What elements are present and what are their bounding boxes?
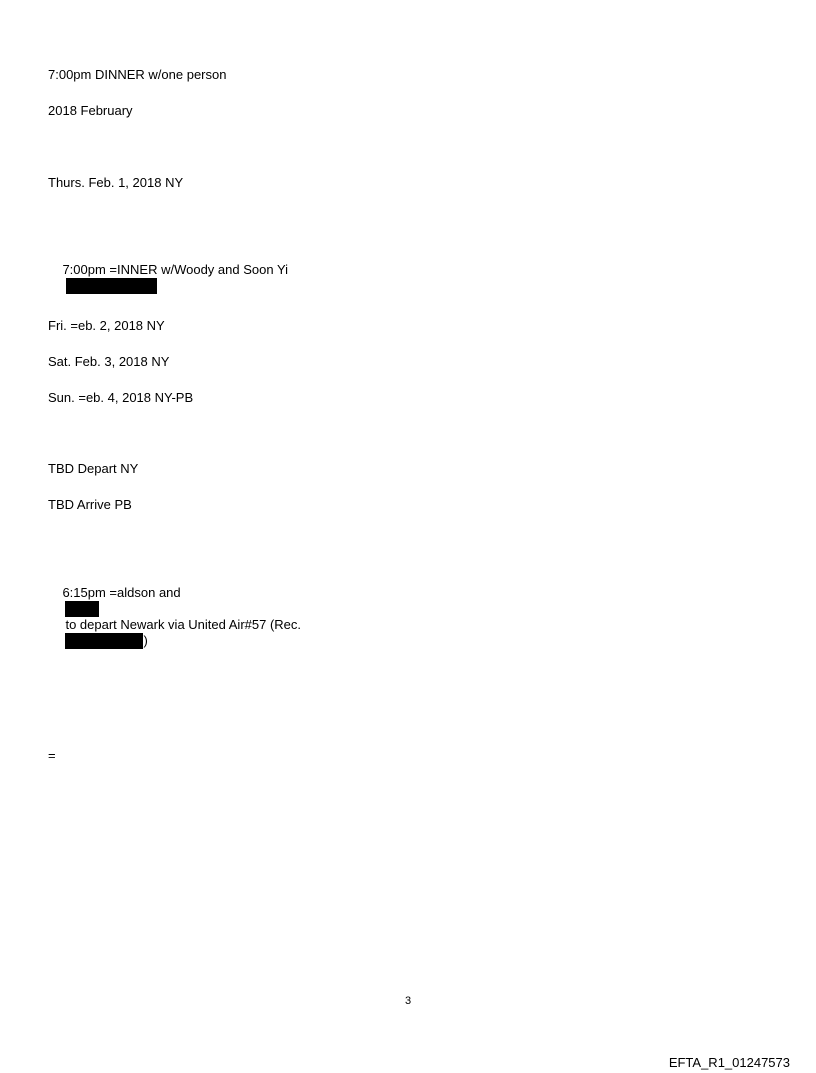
date-line: Thurs. Feb. 1, 2018 NY xyxy=(48,175,184,190)
date-line: Sat. Feb. 3, 2018 NY xyxy=(48,354,170,369)
redaction-block xyxy=(65,601,99,617)
schedule-line-text: ) xyxy=(143,633,148,648)
month-heading: 2018 February xyxy=(48,103,133,118)
schedule-line xyxy=(48,569,301,665)
date-line: Fri. =eb. 2, 2018 NY xyxy=(48,318,165,333)
schedule-line-text: 7:00pm =INNER w/Woody and Soon Yi xyxy=(62,262,289,277)
schedule-line-text: 6:15pm =aldson and xyxy=(62,585,181,600)
stray-character: = xyxy=(48,748,56,763)
schedule-line-text: to depart Newark via United Air#57 (Rec. xyxy=(65,617,302,632)
document-id: EFTA_R1_01247573 xyxy=(668,1055,790,1070)
redaction-block xyxy=(65,633,143,649)
date-line: Sun. =eb. 4, 2018 NY-PB xyxy=(48,390,194,405)
schedule-line: TBD Depart NY xyxy=(48,461,139,476)
page-number: 3 xyxy=(404,995,412,1007)
schedule-line xyxy=(48,246,288,310)
schedule-line: TBD Arrive PB xyxy=(48,497,132,512)
redaction-block xyxy=(66,278,157,294)
schedule-line: 7:00pm DINNER w/one person xyxy=(48,67,227,82)
